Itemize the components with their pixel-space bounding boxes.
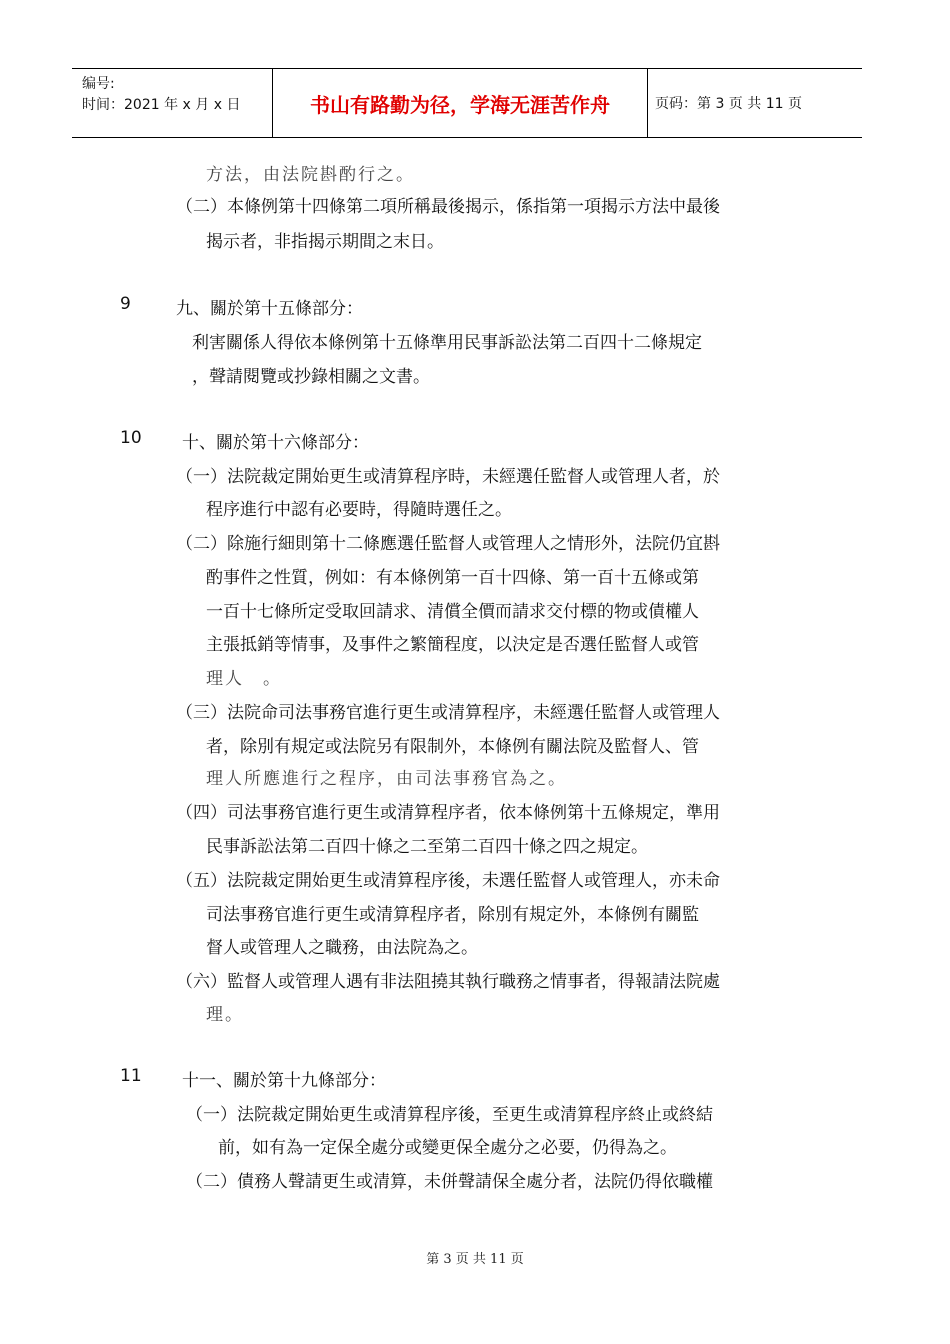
header-page-info: 页码：第 3 页 共 11 页 (655, 96, 802, 112)
text-line: （二）債務人聲請更生或清算，未併聲請保全處分者，法院仍得依職權 (186, 1172, 713, 1192)
text-line: 方法，由法院斟酌行之。 (206, 165, 415, 185)
text-line: （二）本條例第十四條第二項所稱最後揭示，係指第一項揭示方法中最後 (176, 197, 720, 217)
text-line: 督人或管理人之職務，由法院為之。 (206, 938, 478, 958)
text-line: （四）司法事務官進行更生或清算程序者，依本條例第十五條規定，準用 (176, 803, 720, 823)
text-line: 前，如有為一定保全處分或變更保全處分之必要，仍得為之。 (218, 1138, 677, 1158)
text-line: ，聲請閱覽或抄錄相關之文書。 (192, 367, 430, 387)
item-number: 10 (120, 428, 142, 448)
text-line: 者，除別有規定或法院另有限制外，本條例有關法院及監督人、管 (206, 737, 699, 757)
item-number: 9 (120, 294, 131, 314)
text-line: 揭示者，非指揭示期間之末日。 (206, 232, 444, 252)
text-line: 利害關係人得依本條例第十五條準用民事訴訟法第二百四十二條規定 (192, 333, 702, 353)
text-line: 民事訴訟法第二百四十條之二至第二百四十條之四之規定。 (206, 837, 648, 857)
text-line: 一百十七條所定受取回請求、清償全價而請求交付標的物或債權人 (206, 602, 699, 622)
text-line: 酌事件之性質，例如：有本條例第一百十四條、第一百十五條或第 (206, 568, 699, 588)
page-header (72, 68, 862, 138)
text-line: 司法事務官進行更生或清算程序者，除別有規定外，本條例有關監 (206, 905, 699, 925)
text-line: （六）監督人或管理人遇有非法阻撓其執行職務之情事者，得報請法院處 (176, 972, 720, 992)
text-line: （二）除施行細則第十二條應選任監督人或管理人之情形外，法院仍宜斟 (176, 534, 720, 554)
time-label: 时间：2021 年 x 月 x 日 (82, 97, 241, 113)
item-number: 11 (120, 1066, 142, 1086)
text-line: 主張抵銷等情事，及事件之繁簡程度，以決定是否選任監督人或管 (206, 635, 699, 655)
text-line: （一）法院裁定開始更生或清算程序後，至更生或清算程序終止或終結 (186, 1105, 713, 1125)
page-footer: 第 3 页 共 11 页 (426, 1252, 524, 1267)
text-line: 理人 。 (206, 669, 282, 689)
number-label: 编号: (82, 76, 115, 92)
text-line: （三）法院命司法事務官進行更生或清算程序，未經選任監督人或管理人 (176, 703, 720, 723)
header-motto: 书山有路勤为径，学海无涯苦作舟 (272, 69, 648, 137)
text-line: （五）法院裁定開始更生或清算程序後，未選任監督人或管理人，亦未命 (176, 871, 720, 891)
text-line: 程序進行中認有必要時，得隨時選任之。 (206, 500, 512, 520)
text-line: （一）法院裁定開始更生或清算程序時，未經選任監督人或管理人者，於 (176, 467, 720, 487)
section-heading: 十一、關於第十九條部分： (182, 1071, 386, 1091)
text-line: 理。 (206, 1005, 244, 1025)
text-line: 理人所應進行之程序，由司法事務官為之。 (206, 769, 567, 789)
section-heading: 九、關於第十五條部分： (176, 299, 363, 319)
header-info-cell (72, 69, 272, 142)
section-heading: 十、關於第十六條部分： (182, 433, 369, 453)
